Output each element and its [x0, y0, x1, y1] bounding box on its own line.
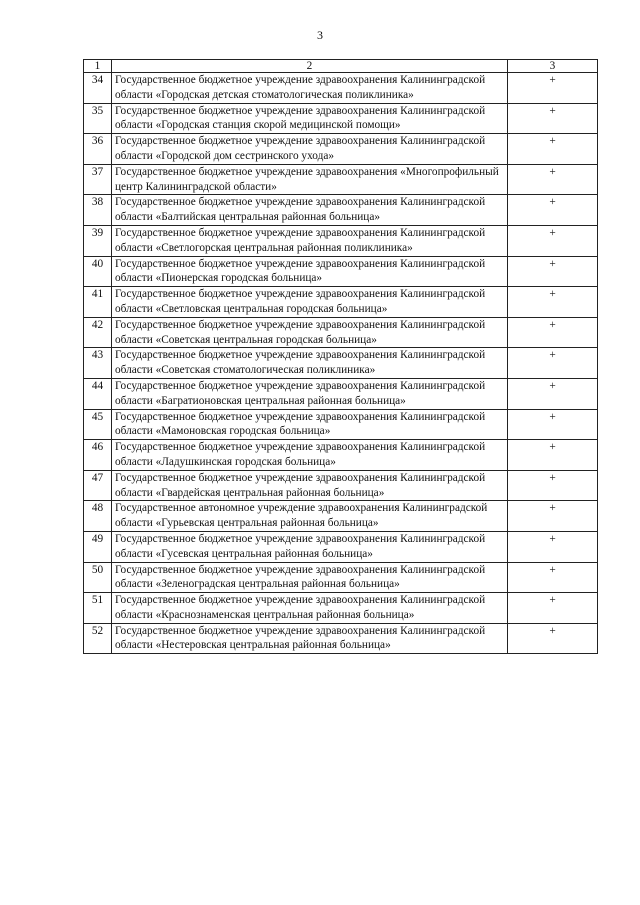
- table-row: [84, 623, 598, 654]
- inclusion-mark: +: [508, 501, 598, 532]
- table-header: [84, 60, 598, 73]
- table-row: [84, 440, 598, 471]
- inclusion-mark: +: [508, 103, 598, 134]
- table-row: [84, 470, 598, 501]
- institution-name: Государственное бюджетное учреждение здравоохранения Калининградской области «Гусевская центральная районная больница»: [112, 531, 508, 562]
- institution-name: Государственное бюджетное учреждение здравоохранения Калининградской области «Городская детская стоматологическая поликлиника»: [112, 73, 508, 104]
- inclusion-mark: +: [508, 134, 598, 165]
- inclusion-mark: +: [508, 531, 598, 562]
- row-number: 34: [84, 73, 112, 104]
- table-row: [84, 531, 598, 562]
- inclusion-mark: +: [508, 256, 598, 287]
- institution-name: Государственное бюджетное учреждение здравоохранения Калининградской области «Зеленоградская центральная районная больница»: [112, 562, 508, 593]
- inclusion-mark: +: [508, 470, 598, 501]
- row-number: 42: [84, 317, 112, 348]
- header-col-2: 2: [112, 60, 508, 73]
- institution-name: Государственное бюджетное учреждение здравоохранения Калининградской области «Мамоновская городская больница»: [112, 409, 508, 440]
- table-row: [84, 256, 598, 287]
- row-number: 49: [84, 531, 112, 562]
- row-number: 46: [84, 440, 112, 471]
- table-row: [84, 378, 598, 409]
- institution-name: Государственное бюджетное учреждение здравоохранения Калининградской области «Советская центральная городская больница»: [112, 317, 508, 348]
- table-row: [84, 287, 598, 318]
- row-number: 41: [84, 287, 112, 318]
- row-number: 38: [84, 195, 112, 226]
- institution-name: Государственное бюджетное учреждение здравоохранения Калининградской области «Нестеровская центральная районная больница»: [112, 623, 508, 654]
- inclusion-mark: +: [508, 287, 598, 318]
- table-row: [84, 501, 598, 532]
- row-number: 51: [84, 593, 112, 624]
- inclusion-mark: +: [508, 562, 598, 593]
- table-row: [84, 195, 598, 226]
- table-row: [84, 562, 598, 593]
- row-number: 48: [84, 501, 112, 532]
- institution-name: Государственное бюджетное учреждение здравоохранения Калининградской области «Ладушкинская городская больница»: [112, 440, 508, 471]
- inclusion-mark: +: [508, 164, 598, 195]
- table-row: [84, 593, 598, 624]
- inclusion-mark: +: [508, 73, 598, 104]
- inclusion-mark: +: [508, 623, 598, 654]
- inclusion-mark: +: [508, 225, 598, 256]
- inclusion-mark: +: [508, 409, 598, 440]
- institution-name: Государственное бюджетное учреждение здравоохранения Калининградской области «Пионерская городская больница»: [112, 256, 508, 287]
- table-row: [84, 409, 598, 440]
- row-number: 44: [84, 378, 112, 409]
- page-number: 3: [317, 28, 323, 42]
- inclusion-mark: +: [508, 378, 598, 409]
- institution-name: Государственное бюджетное учреждение здравоохранения Калининградской области «Балтийская центральная районная больница»: [112, 195, 508, 226]
- table-body: [84, 73, 598, 654]
- row-number: 52: [84, 623, 112, 654]
- institution-name: Государственное бюджетное учреждение здравоохранения Калининградской области «Гвардейская центральная районная больница»: [112, 470, 508, 501]
- institution-name: Государственное бюджетное учреждение здравоохранения Калининградской области «Советская стоматологическая поликлиника»: [112, 348, 508, 379]
- inclusion-mark: +: [508, 593, 598, 624]
- row-number: 43: [84, 348, 112, 379]
- institution-name: Государственное бюджетное учреждение здравоохранения Калининградской области «Краснознаменская центральная районная больница»: [112, 593, 508, 624]
- row-number: 47: [84, 470, 112, 501]
- row-number: 50: [84, 562, 112, 593]
- header-col-1: 1: [84, 60, 112, 73]
- institution-name: Государственное бюджетное учреждение здравоохранения Калининградской области «Багратионовская центральная районная больница»: [112, 378, 508, 409]
- table-row: [84, 73, 598, 104]
- row-number: 45: [84, 409, 112, 440]
- institution-name: Государственное бюджетное учреждение здравоохранения Калининградской области «Городской дом сестринского ухода»: [112, 134, 508, 165]
- institution-name: Государственное бюджетное учреждение здравоохранения Калининградской области «Городская станция скорой медицинской помощи»: [112, 103, 508, 134]
- row-number: 39: [84, 225, 112, 256]
- inclusion-mark: +: [508, 195, 598, 226]
- row-number: 35: [84, 103, 112, 134]
- table-row: [84, 317, 598, 348]
- institution-name: Государственное бюджетное учреждение здравоохранения «Многопрофильный центр Калининградской области»: [112, 164, 508, 195]
- institution-name: Государственное бюджетное учреждение здравоохранения Калининградской области «Светловская центральная городская больница»: [112, 287, 508, 318]
- inclusion-mark: +: [508, 348, 598, 379]
- institution-name: Государственное бюджетное учреждение здравоохранения Калининградской области «Светлогорская центральная районная поликлиника»: [112, 225, 508, 256]
- header-row: [84, 60, 598, 73]
- row-number: 40: [84, 256, 112, 287]
- table-row: [84, 164, 598, 195]
- table-row: [84, 134, 598, 165]
- table-row: [84, 103, 598, 134]
- row-number: 36: [84, 134, 112, 165]
- institution-name: Государственное автономное учреждение здравоохранения Калининградской области «Гурьевская центральная районная больница»: [112, 501, 508, 532]
- table-row: [84, 348, 598, 379]
- row-number: 37: [84, 164, 112, 195]
- institutions-table: [83, 59, 598, 654]
- table-row: [84, 225, 598, 256]
- inclusion-mark: +: [508, 317, 598, 348]
- inclusion-mark: +: [508, 440, 598, 471]
- header-col-3: 3: [508, 60, 598, 73]
